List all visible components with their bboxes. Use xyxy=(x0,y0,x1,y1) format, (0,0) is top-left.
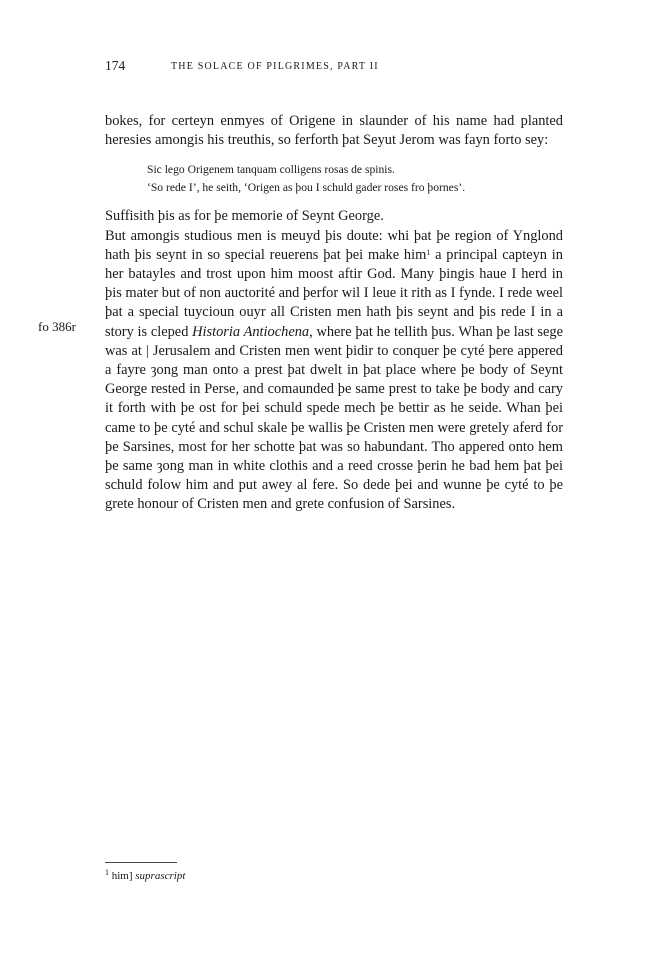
quote-latin: Sic lego Origenem tanquam colligens rosas de spinis. xyxy=(147,163,395,177)
running-title: THE SOLACE OF PILGRIMES, PART II xyxy=(171,61,379,72)
page-number: 174 xyxy=(105,58,126,73)
paragraph-saint-george: Suffisith þis as for þe memorie of Seynt George. xyxy=(105,208,384,225)
work-title: Historia Antiochena xyxy=(192,323,310,340)
footnote-number: 1 xyxy=(105,868,109,877)
footnote-divider xyxy=(105,862,177,863)
folio-margin-note: fo 386r xyxy=(38,319,76,334)
footnote-lemma: him] xyxy=(109,870,133,882)
block-quote xyxy=(147,161,563,197)
footnote-reference[interactable]: 1 xyxy=(426,247,431,257)
paragraph-text-c: , where þat he tellith þus. Whan þe last sege was at | Jerusalem and Cristen men went þidir to conquer þe cyté þere appered a fayre ȝong man onto a prest þat dwelt in þat place where þe body of Seynt George rested in Perse, and comaunded þe same prest to take þe body and cary it forth with þe ost for þei schuld spede mech þe bettir as he seide. Whan þei came to þe cyté and schul skale þe wallis þe Cristen men were gretely aferd for þe Sarsines, most for her schotte þat was so habundant. Tho appered onto hem þe same ȝong man in white clothis and a reed crosse þerin he bad hem þat þei schuld folow him and put awey al fere. So dede þei and wunne þe cyté to þe grete honour of Cristen men and grete confusion of Sarsines. xyxy=(105,323,563,513)
paragraph-continuation: bokes, for certeyn enmyes of Origene in slaunder of his name had planted heresies amongis his treuthis, so ferforth þat Seyut Jerom was fayn forto sey: xyxy=(105,113,563,149)
paragraph-text-a: But amongis studious men is meuyd þis doute: whi þat þe region of Ynglond hath þis seynt in so special reuerens þat þei make him xyxy=(105,227,563,263)
footnote-note: suprascript xyxy=(135,870,186,882)
footnote xyxy=(105,869,185,883)
paragraph-text-b: a principal capteyn in her batayles and trost upon him moost aftir God. Many þingis haue I herd in þis mater but of non auctorité and þerfor wil I leue it rith as I fynde. I rede weel þat a special tuycioun ouyr all Cristen men hath þis seynt and þis rede I in a story is cleped xyxy=(105,246,563,340)
quote-english: ‘So rede I’, he seith, ‘Origen as þou I schuld gader roses fro þornes’. xyxy=(147,181,466,195)
paragraph-doubt xyxy=(105,227,563,515)
main-text xyxy=(105,112,563,515)
